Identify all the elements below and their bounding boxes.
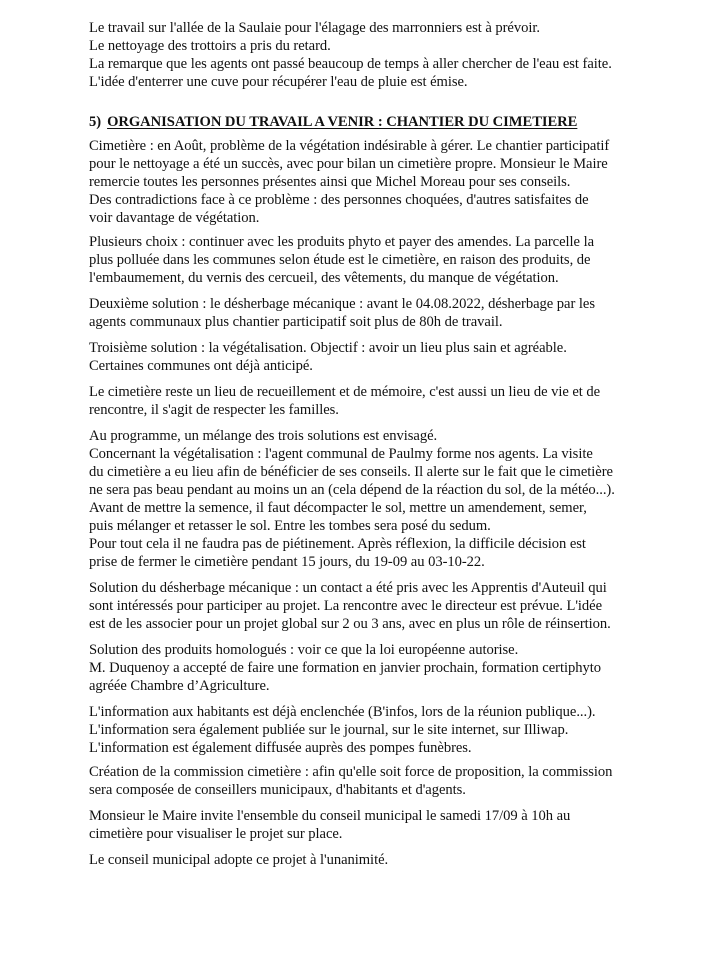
text-line: Avant de mettre la semence, il faut décompacter le sol, mettre un amendement, semer, [89, 500, 587, 516]
text-line: M. Duquenoy a accepté de faire une formation en janvier prochain, formation certiphyto [89, 660, 601, 676]
text-line: ne sera pas beau pendant au moins un an (cela dépend de la réaction du sol, de la météo...). [89, 482, 615, 498]
paragraph-lieu-recueillement [89, 383, 621, 419]
text-line: La remarque que les agents ont passé beaucoup de temps à aller chercher de l'eau est faite. [89, 56, 612, 72]
section-heading [89, 113, 621, 131]
paragraph-commission-cimetiere [89, 763, 621, 799]
paragraph-information-habitants [89, 703, 621, 757]
text-line: Au programme, un mélange des trois solutions est envisagé. [89, 428, 438, 444]
text-line: L'information aux habitants est déjà enclenchée (B'infos, lors de la réunion publique...). [89, 704, 596, 720]
text-line: agents communaux plus chantier participatif soit plus de 80h de travail. [89, 314, 503, 330]
text-line: Le nettoyage des trottoirs a pris du retard. [89, 38, 331, 54]
section-number: 5) [89, 114, 102, 130]
text-line: prise de fermer le cimetière pendant 15 jours, du 19-09 au 03-10-22. [89, 554, 485, 570]
text-line: plus polluée dans les communes selon étude est le cimetière, en raison des produits, de [89, 252, 591, 268]
text-line: sont intéressés pour participer au projet. La rencontre avec le directeur est prévue. L'idée [89, 598, 603, 614]
text-line: l'embaumement, du vernis des cercueil, des vêtements, du manque de végétation. [89, 270, 559, 286]
text-line: pour le nettoyage a été un succès, avec pour bilan un cimetière propre. Monsieur le Maire [89, 156, 608, 172]
text-line: Cimetière : en Août, problème de la végétation indésirable à gérer. Le chantier participatif [89, 138, 610, 154]
paragraph-plusieurs-choix [89, 233, 621, 287]
text-line: agréée Chambre d’Agriculture. [89, 678, 270, 694]
text-line: Solution du désherbage mécanique : un contact a été pris avec les Apprentis d'Auteuil qui [89, 580, 607, 596]
paragraph-deuxieme-solution [89, 295, 621, 331]
text-line: cimetière pour visualiser le projet sur place. [89, 826, 343, 842]
paragraph-cimetiere-aout [89, 137, 621, 227]
text-line: du cimetière a eu lieu afin de bénéficier de ses conseils. Il alerte sur le fait que le cimetière [89, 464, 613, 480]
text-line: Le conseil municipal adopte ce projet à l'unanimité. [89, 852, 389, 868]
paragraph-desherbage-mecanique [89, 579, 621, 633]
section-title: ORGANISATION DU TRAVAIL A VENIR : CHANTIER DU CIMETIERE [107, 114, 578, 130]
text-line: Pour tout cela il ne faudra pas de piétinement. Après réflexion, la difficile décision est [89, 536, 586, 552]
text-line: Plusieurs choix : continuer avec les produits phyto et payer des amendes. La parcelle la [89, 234, 594, 250]
text-line: Des contradictions face à ce problème : des personnes choquées, d'autres satisfaites de [89, 192, 589, 208]
paragraph-invitation-maire [89, 807, 621, 843]
document-page [89, 19, 621, 869]
text-line: voir davantage de végétation. [89, 210, 260, 226]
paragraph-produits-homologues [89, 641, 621, 695]
text-line: L'information sera également publiée sur le journal, sur le site internet, sur Illiwap. [89, 722, 569, 738]
text-line: L'information est également diffusée auprès des pompes funèbres. [89, 740, 472, 756]
text-line: Monsieur le Maire invite l'ensemble du conseil municipal le samedi 17/09 à 10h au [89, 808, 571, 824]
text-line: Deuxième solution : le désherbage mécanique : avant le 04.08.2022, désherbage par les [89, 296, 595, 312]
paragraph-programme [89, 427, 621, 571]
text-line: Création de la commission cimetière : afin qu'elle soit force de proposition, la commission [89, 764, 613, 780]
text-line: Solution des produits homologués : voir ce que la loi européenne autorise. [89, 642, 519, 658]
text-line: sera composée de conseillers municipaux, d'habitants et d'agents. [89, 782, 466, 798]
text-line: Troisième solution : la végétalisation. Objectif : avoir un lieu plus sain et agréable. [89, 340, 567, 356]
text-line: L'idée d'enterrer une cuve pour récupérer l'eau de pluie est émise. [89, 74, 468, 90]
intro-paragraph [89, 19, 621, 91]
text-line: rencontre, il s'agit de respecter les familles. [89, 402, 339, 418]
paragraph-troisieme-solution [89, 339, 621, 375]
text-line: remercie toutes les personnes présentes ainsi que Michel Moreau pour ses conseils. [89, 174, 571, 190]
text-line: Certaines communes ont déjà anticipé. [89, 358, 313, 374]
text-line: est de les associer pour un projet global sur 2 ou 3 ans, avec en plus un rôle de réinsertion. [89, 616, 611, 632]
text-line: Le travail sur l'allée de la Saulaie pour l'élagage des marronniers est à prévoir. [89, 20, 540, 36]
paragraph-adoption [89, 851, 621, 869]
text-line: Concernant la végétalisation : l'agent communal de Paulmy forme nos agents. La visite [89, 446, 593, 462]
text-line: Le cimetière reste un lieu de recueillement et de mémoire, c'est aussi un lieu de vie et de [89, 384, 601, 400]
text-line: puis mélanger et retasser le sol. Entre les tombes sera posé du sedum. [89, 518, 491, 534]
